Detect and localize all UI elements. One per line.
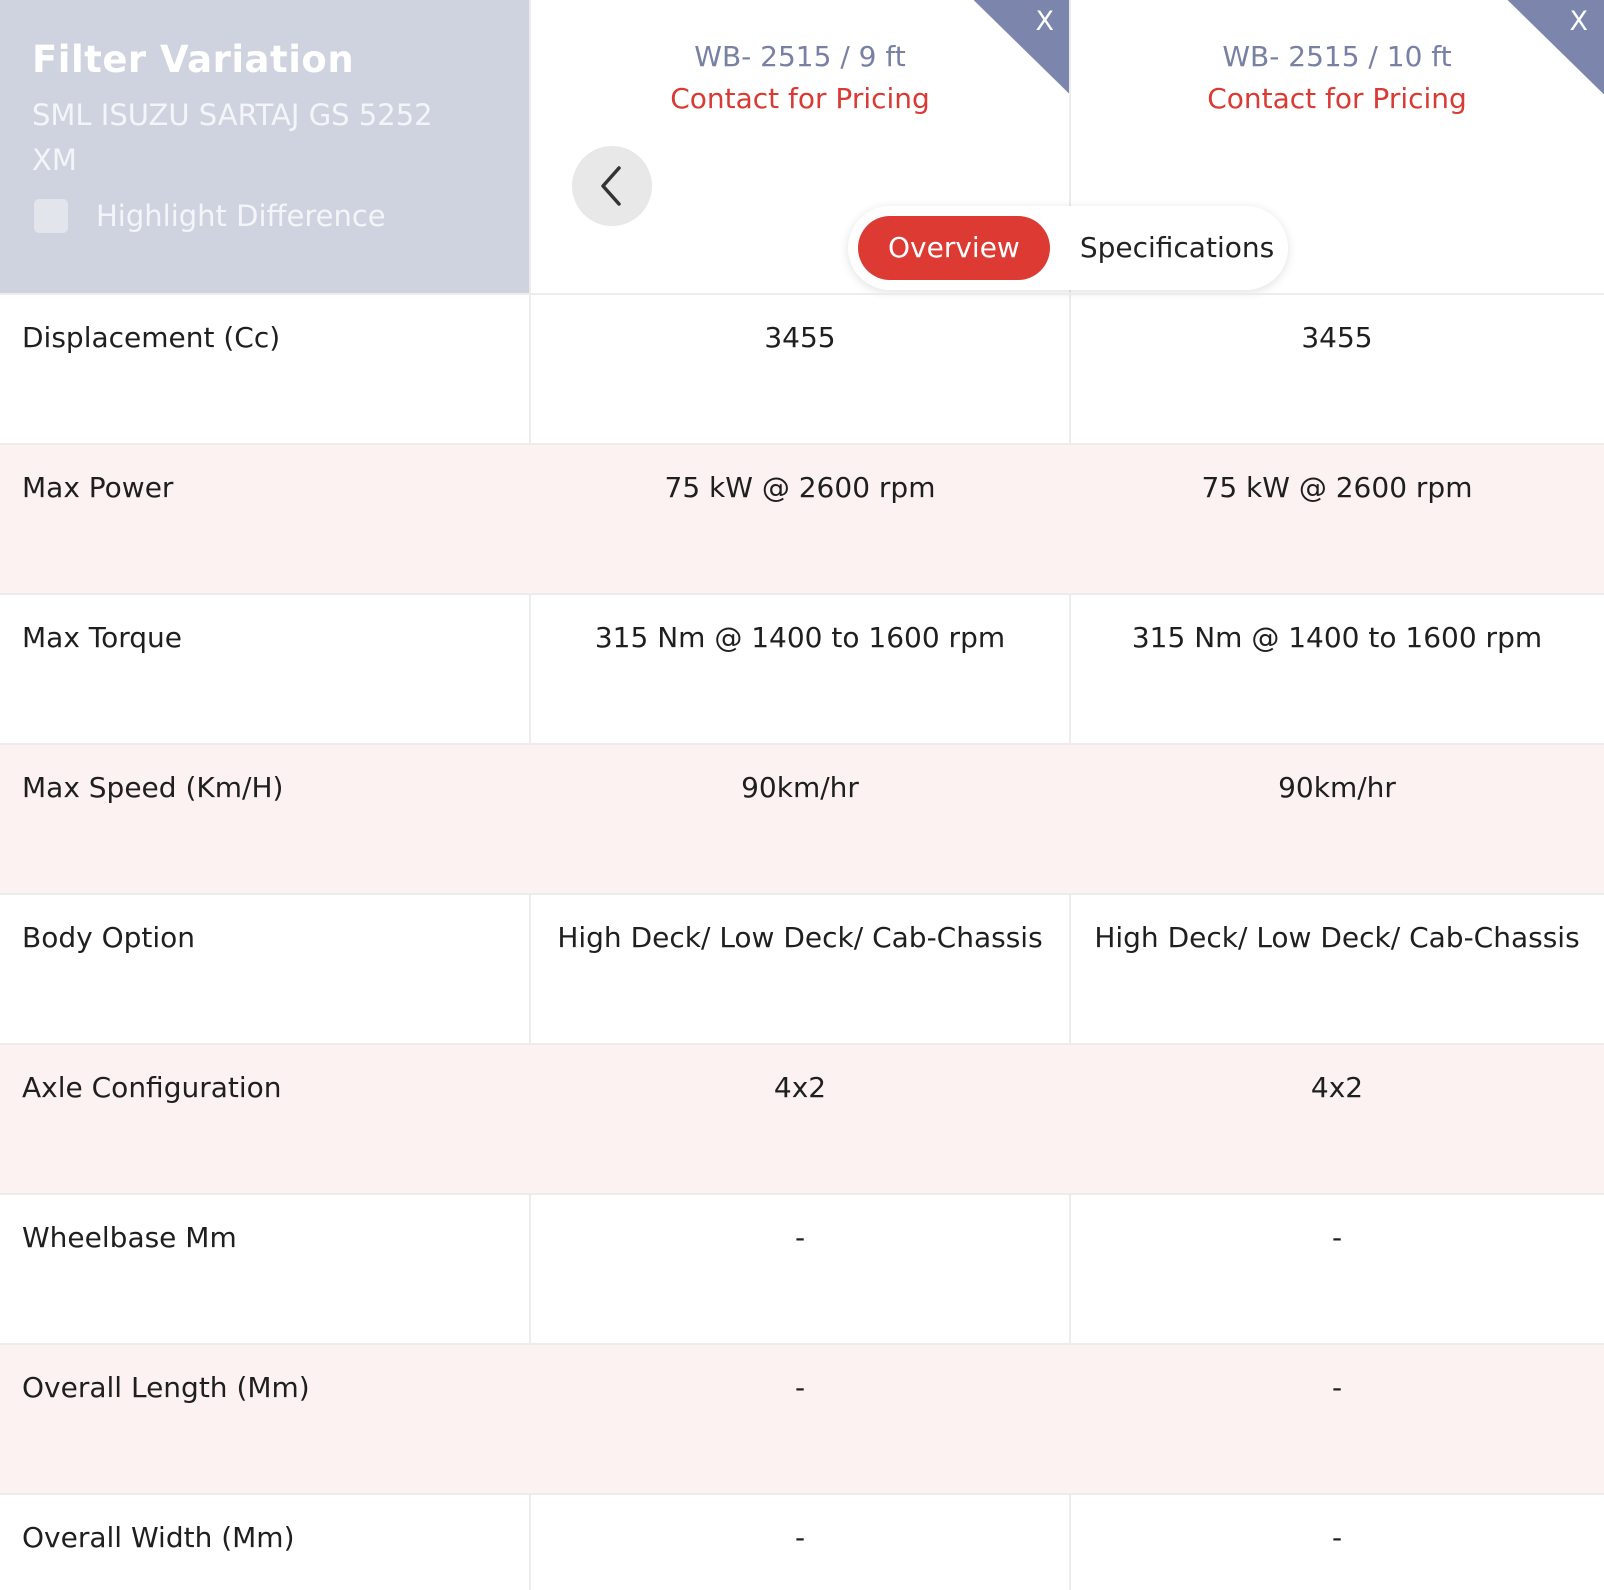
spec-label: Axle Configuration (22, 1071, 282, 1104)
table-row (0, 1043, 1604, 1193)
spec-value: 315 Nm @ 1400 to 1600 rpm (1131, 621, 1543, 654)
spec-value: 3455 (1301, 321, 1373, 354)
table-row (0, 1343, 1604, 1493)
filter-panel (0, 0, 530, 293)
spec-value: - (1331, 1521, 1343, 1554)
spec-value: 90km/hr (741, 771, 859, 804)
spec-label: Overall Length (Mm) (22, 1371, 310, 1404)
spec-value: 4x2 (1310, 1071, 1364, 1104)
spec-value: - (1331, 1221, 1343, 1254)
tab-overview[interactable]: Overview (858, 216, 1050, 280)
close-icon[interactable]: X (1035, 6, 1054, 37)
spec-label: Max Speed (Km/H) (22, 771, 284, 804)
table-row (0, 1493, 1604, 1590)
highlight-difference-checkbox[interactable] (34, 199, 68, 233)
table-row (0, 293, 1604, 443)
back-button[interactable] (572, 146, 652, 226)
variant-name: WB- 2515 / 10 ft (1222, 40, 1452, 73)
spec-label: Wheelbase Mm (22, 1221, 237, 1254)
spec-label: Max Torque (22, 621, 183, 654)
spec-value: 4x2 (773, 1071, 827, 1104)
variant-name: WB- 2515 / 9 ft (694, 40, 906, 73)
variant-price[interactable]: Contact for Pricing (1207, 82, 1467, 115)
chevron-left-icon (597, 164, 627, 208)
spec-value: 75 kW @ 2600 rpm (1201, 471, 1473, 504)
spec-value: 3455 (764, 321, 836, 354)
spec-value: - (794, 1221, 806, 1254)
table-row (0, 593, 1604, 743)
close-icon[interactable]: X (1569, 6, 1588, 37)
spec-value: - (1331, 1371, 1343, 1404)
spec-value: 315 Nm @ 1400 to 1600 rpm (594, 621, 1006, 654)
spec-value: 90km/hr (1278, 771, 1396, 804)
remove-variant-corner[interactable] (1508, 0, 1604, 94)
table-row (0, 743, 1604, 893)
spec-label: Body Option (22, 921, 196, 954)
remove-variant-corner[interactable] (974, 0, 1070, 94)
table-row (0, 893, 1604, 1043)
spec-label: Overall Width (Mm) (22, 1521, 295, 1554)
view-toggle (848, 206, 1288, 290)
spec-value: 75 kW @ 2600 rpm (664, 471, 936, 504)
spec-value: - (794, 1521, 806, 1554)
highlight-difference-toggle[interactable] (32, 199, 498, 233)
model-name: SML ISUZU SARTAJ GS 5252 XM (32, 98, 433, 177)
variant-price[interactable]: Contact for Pricing (670, 82, 930, 115)
spec-label: Displacement (Cc) (22, 321, 281, 354)
spec-value: - (794, 1371, 806, 1404)
spec-table (0, 293, 1604, 1590)
table-row (0, 1193, 1604, 1343)
spec-value: High Deck/ Low Deck/ Cab-Chassis (557, 921, 1043, 954)
spec-value: High Deck/ Low Deck/ Cab-Chassis (1094, 921, 1580, 954)
spec-label: Max Power (22, 471, 174, 504)
highlight-difference-label: Highlight Difference (96, 199, 386, 233)
filter-title: Filter Variation (32, 38, 355, 81)
table-row (0, 443, 1604, 593)
tab-specifications[interactable]: Specifications (1079, 231, 1275, 264)
